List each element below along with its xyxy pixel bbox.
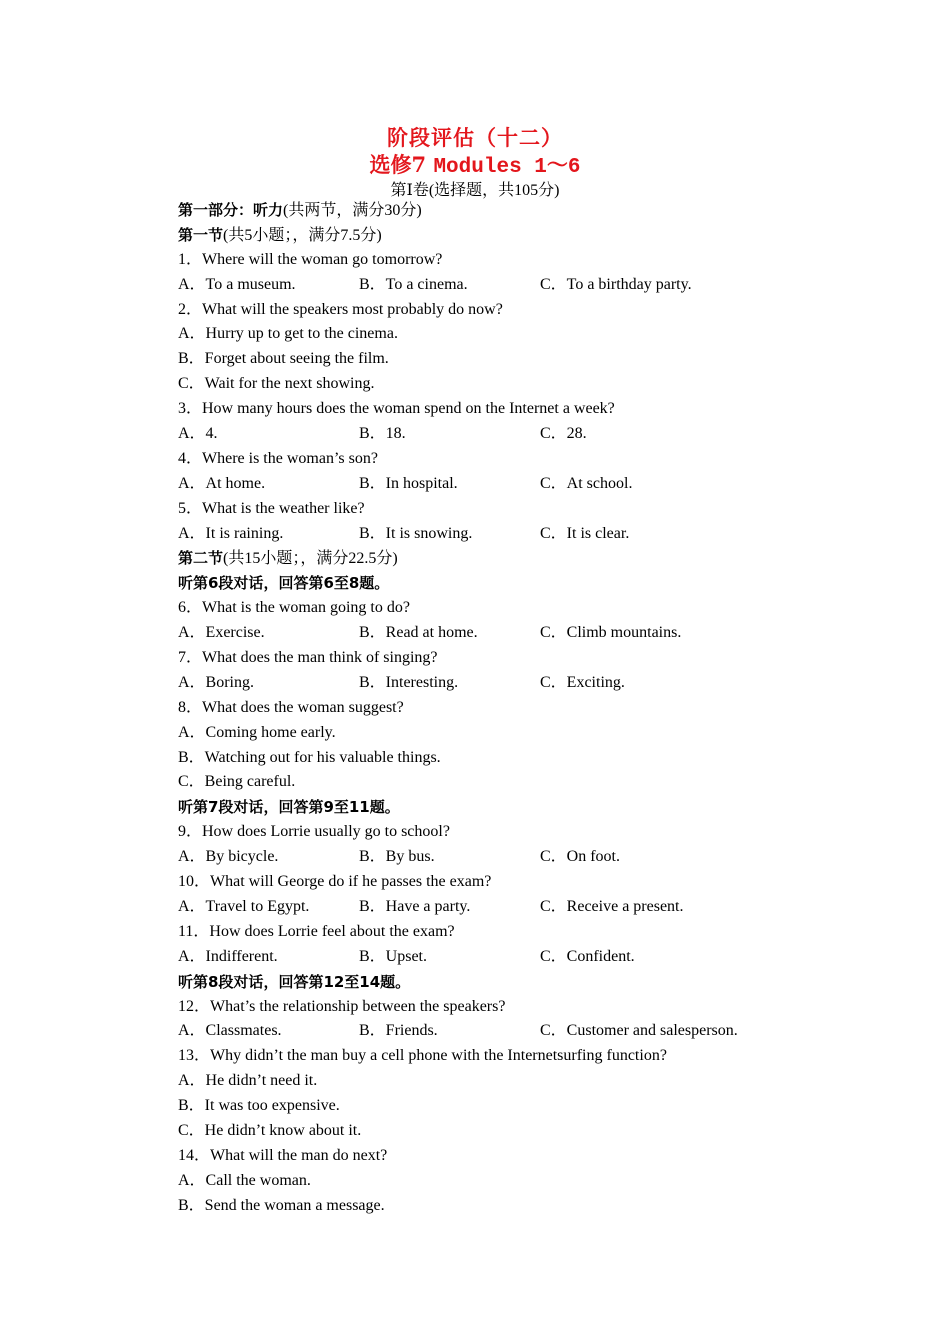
question: 13．Why didn’t the man buy a cell phone with the Internetsurfing function? bbox=[178, 1047, 667, 1065]
option: C．Climb mountains. bbox=[540, 624, 682, 642]
course-subtitle bbox=[0, 149, 950, 179]
option: C．Wait for the next showing. bbox=[178, 375, 375, 393]
option: A．Hurry up to get to the cinema. bbox=[178, 325, 398, 343]
option-row bbox=[178, 895, 818, 920]
dialogue-instruction: 听第7段对话，回答第9至11题。 bbox=[178, 798, 400, 817]
option: B．18. bbox=[359, 425, 406, 443]
dialogue-instruction: 听第6段对话，回答第6至8题。 bbox=[178, 574, 390, 593]
option: A．Indifferent. bbox=[178, 947, 278, 965]
option: A．Travel to Egypt. bbox=[178, 897, 310, 915]
option: B．Send the woman a message. bbox=[178, 1196, 385, 1214]
question: 5．What is the weather like? bbox=[178, 499, 365, 517]
exam-content bbox=[178, 198, 818, 1219]
question: 2．What will the speakers most probably do now? bbox=[178, 300, 503, 318]
option: C．It is clear. bbox=[540, 524, 630, 542]
question: 10．What will George do if he passes the exam? bbox=[178, 873, 492, 891]
section2-heading: 第二节(共15小题；，满分22.5分) bbox=[178, 549, 398, 568]
option: B．Watching out for his valuable things. bbox=[178, 748, 441, 766]
option: A．By bicycle. bbox=[178, 848, 279, 866]
option: B．Forget about seeing the film. bbox=[178, 350, 389, 368]
option-row bbox=[178, 621, 818, 646]
question: 6．What is the woman going to do? bbox=[178, 599, 410, 617]
dialogue-instruction: 听第8段对话，回答第12至14题。 bbox=[178, 972, 411, 991]
option-row bbox=[178, 845, 818, 870]
option-row bbox=[178, 472, 818, 497]
question: 14．What will the man do next? bbox=[178, 1146, 388, 1164]
volume-heading: 第Ⅰ卷(选择题，共105分) bbox=[390, 182, 560, 199]
modules-label: Modules 1～6 bbox=[433, 156, 581, 179]
option: C．Receive a present. bbox=[540, 897, 684, 915]
question: 3．How many hours does the woman spend on the Internet a week? bbox=[178, 400, 615, 418]
elective-label: 选修7 bbox=[369, 152, 427, 177]
option: A．Coming home early. bbox=[178, 723, 336, 741]
question: 12．What’s the relationship between the speakers? bbox=[178, 997, 506, 1015]
option: A．At home. bbox=[178, 474, 266, 492]
question: 1．Where will the woman go tomorrow? bbox=[178, 250, 443, 268]
option: C．28. bbox=[540, 425, 587, 443]
option-row bbox=[178, 671, 818, 696]
option: A．Exercise. bbox=[178, 624, 265, 642]
question: 4．Where is the woman’s son? bbox=[178, 449, 378, 467]
option: B．In hospital. bbox=[359, 474, 458, 492]
option: B．It was too expensive. bbox=[178, 1097, 340, 1115]
option: B．It is snowing. bbox=[359, 524, 473, 542]
option: C．Confident. bbox=[540, 947, 635, 965]
option: A．Call the woman. bbox=[178, 1171, 311, 1189]
option: A．He didn’t need it. bbox=[178, 1072, 318, 1090]
option-row bbox=[178, 1019, 818, 1044]
option: C．Being careful. bbox=[178, 773, 296, 791]
option: C．At school. bbox=[540, 474, 633, 492]
option-row bbox=[178, 273, 818, 298]
option: C．Customer and salesperson. bbox=[540, 1022, 738, 1040]
question: 9．How does Lorrie usually go to school? bbox=[178, 823, 450, 841]
question: 11．How does Lorrie feel about the exam? bbox=[178, 922, 455, 940]
option: B．Have a party. bbox=[359, 897, 471, 915]
option: B．To a cinema. bbox=[359, 275, 468, 293]
option: B．Upset. bbox=[359, 947, 428, 965]
option: A．Classmates. bbox=[178, 1022, 282, 1040]
option: A．It is raining. bbox=[178, 524, 284, 542]
section1-heading: 第一节(共5小题；，满分7.5分) bbox=[178, 225, 382, 244]
option: C．To a birthday party. bbox=[540, 275, 692, 293]
option: B．Read at home. bbox=[359, 624, 478, 642]
option: A．4. bbox=[178, 425, 218, 443]
option: B．By bus. bbox=[359, 848, 435, 866]
question: 7．What does the man think of singing? bbox=[178, 649, 438, 667]
option-row bbox=[178, 422, 818, 447]
option: B．Friends. bbox=[359, 1022, 438, 1040]
option: A．To a museum. bbox=[178, 275, 296, 293]
page-title: 阶段评估（十二） bbox=[387, 125, 563, 150]
option: C．Exciting. bbox=[540, 673, 625, 691]
option: C．He didn’t know about it. bbox=[178, 1121, 362, 1139]
option-row bbox=[178, 945, 818, 970]
part1-heading: 第一部分：听力(共两节，满分30分) bbox=[178, 201, 422, 219]
option: A．Boring. bbox=[178, 673, 255, 691]
option: B．Interesting. bbox=[359, 673, 459, 691]
option-row bbox=[178, 522, 818, 547]
question: 8．What does the woman suggest? bbox=[178, 698, 404, 716]
option: C．On foot. bbox=[540, 848, 621, 866]
